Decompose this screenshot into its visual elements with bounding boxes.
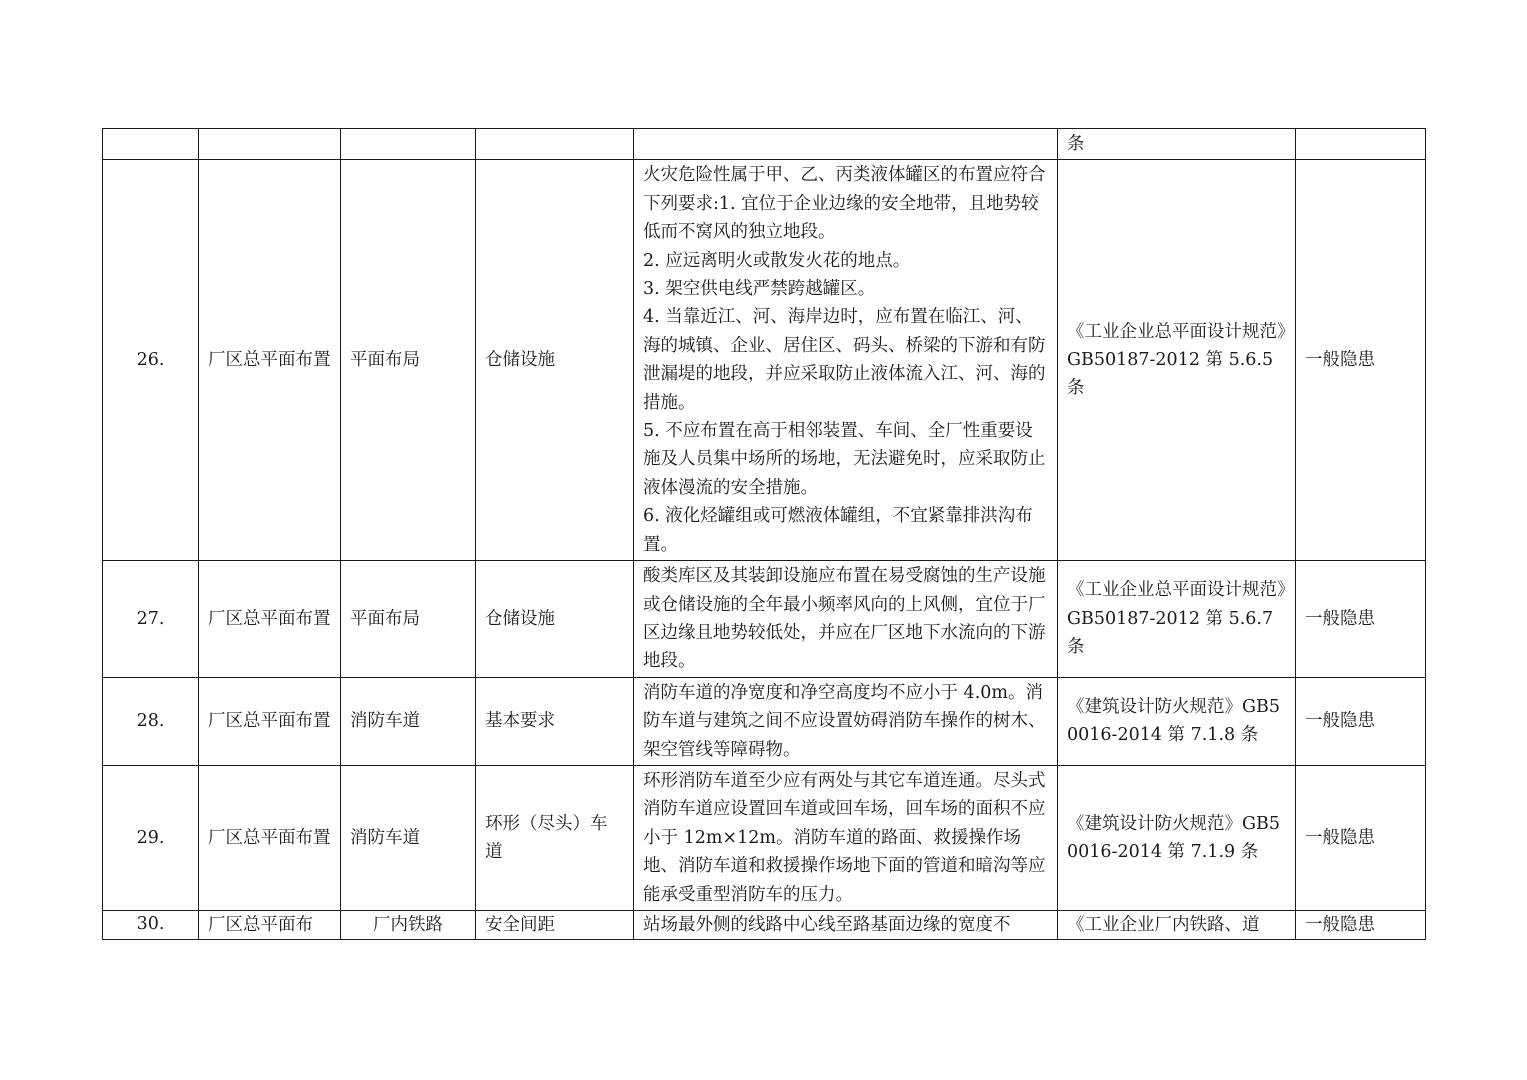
standard-cell: 条 [1058,129,1296,160]
requirement-cell [634,160,1058,561]
requirement-line: 3. 架空供电线严禁跨越罐区。 [643,279,876,300]
requirement-line: 4. 当靠近江、河、海岸边时，应布置在临江、河、海的城镇、企业、居住区、码头、桥梁的下游和有防泄漏堤的地段，并应采取防止液体流入江、河、海的措施。 [643,307,1046,413]
level-cell: 一般隐患 [1296,765,1426,910]
table-row [103,677,1426,765]
standard-cell: 《工业企业厂内铁路、道 [1058,910,1296,939]
category-cell: 平面布局 [341,160,476,561]
category-cell: 消防车道 [341,677,476,765]
level-cell [1296,129,1426,160]
category-cell [341,129,476,160]
num-cell [103,129,199,160]
requirement-line: 5. 不应布置在高于相邻装置、车间、全厂性重要设施及人员集中场所的场地，无法避免时，应采取防止液体漫流的安全措施。 [643,421,1046,498]
row-number: 26. [103,160,199,561]
row-number: 27. [103,561,199,678]
level-cell: 一般隐患 [1296,160,1426,561]
requirement-cell [634,677,1058,765]
item-cell [476,129,634,160]
requirement-line: 消防车道的净宽度和净空高度均不应小于 4.0m。消防车道与建筑之间不应设置妨碍消防车操作的树木、架空管线等障碍物。 [643,682,1046,760]
hazard-table [102,128,1426,940]
requirement-cell [634,765,1058,910]
table-row [103,160,1426,561]
table-row-continuation [103,129,1426,160]
item-cell: 基本要求 [476,677,634,765]
item-cell: 环形（尽头）车道 [476,765,634,910]
row-number: 28. [103,677,199,765]
standard-cell: 《工业企业总平面设计规范》GB50187-2012 第 5.6.7 条 [1058,561,1296,678]
area-cell: 厂区总平面布置 [199,765,341,910]
standard-cell: 《建筑设计防火规范》GB50016-2014 第 7.1.8 条 [1058,677,1296,765]
requirement-line: 酸类库区及其装卸设施应布置在易受腐蚀的生产设施或仓储设施的全年最小频率风向的上风侧，宜位于厂区边缘且地势较低处，并应在厂区地下水流向的下游地段。 [643,566,1046,672]
requirement-line: 6. 液化烃罐组或可燃液体罐组，不宜紧靠排洪沟布置。 [643,506,1033,555]
requirement-line: 环形消防车道至少应有两处与其它车道连通。尽头式消防车道应设置回车道或回车场，回车场的面积不应小于 12m×12m。消防车道的路面、救援操作场地、消防车道和救援操作场地下面的管道和暗沟等应能承受重型消防车的压力。 [643,770,1046,905]
area-cell [199,129,341,160]
table-row [103,910,1426,939]
row-number: 29. [103,765,199,910]
item-cell: 仓储设施 [476,160,634,561]
requirement-line: 火灾危险性属于甲、乙、丙类液体罐区的布置应符合下列要求:1. 宜位于企业边缘的安全地带，且地势较低而不窝风的独立地段。 [643,165,1046,243]
requirement-cell [634,561,1058,678]
level-cell: 一般隐患 [1296,910,1426,939]
area-cell: 厂区总平面布置 [199,561,341,678]
table-row [103,765,1426,910]
row-number: 30. [103,910,199,939]
requirement-cell [634,910,1058,939]
standard-cell: 《工业企业总平面设计规范》GB50187-2012 第 5.6.5 条 [1058,160,1296,561]
area-cell: 厂区总平面布置 [199,160,341,561]
item-cell: 安全间距 [476,910,634,939]
requirement-line: 站场最外侧的线路中心线至路基面边缘的宽度不 [643,914,1011,935]
standard-cell: 《建筑设计防火规范》GB50016-2014 第 7.1.9 条 [1058,765,1296,910]
category-cell: 消防车道 [341,765,476,910]
table-row [103,561,1426,678]
category-cell: 平面布局 [341,561,476,678]
area-cell: 厂区总平面布置 [199,677,341,765]
level-cell: 一般隐患 [1296,561,1426,678]
requirement-line: 2. 应远离明火或散发火花的地点。 [643,250,911,271]
item-cell: 仓储设施 [476,561,634,678]
category-cell: 厂内铁路 [341,910,476,939]
requirement-cell [634,129,1058,160]
level-cell: 一般隐患 [1296,677,1426,765]
area-cell: 厂区总平面布 [199,910,341,939]
